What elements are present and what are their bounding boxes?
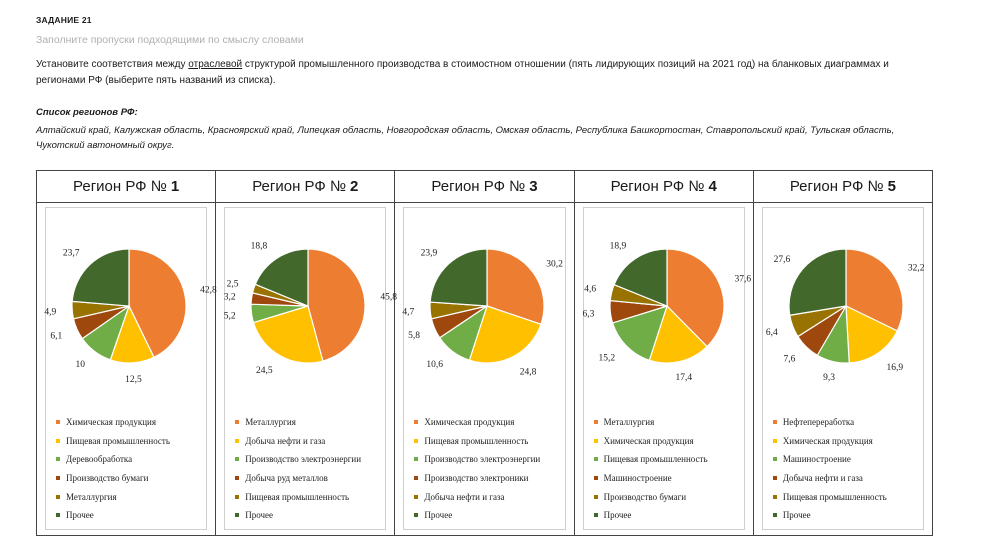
chart-title [37,171,215,203]
legend-marker [414,495,418,499]
legend-marker [773,495,777,499]
legend-marker [235,439,239,443]
legend-label: Машиностроение [782,454,851,465]
chart-title-number: 3 [529,178,538,195]
data-label: 24,5 [256,365,273,376]
data-label: 15,2 [598,353,615,364]
legend-item [594,450,708,469]
legend-label: Производство электроэнергии [424,454,541,465]
legend-label: Добыча руд металлов [245,473,328,484]
data-label: 18,8 [250,241,268,252]
legend-item [773,450,887,469]
legend-label: Пищевая промышленность [66,435,170,446]
legend-label: Химическая продукция [66,417,156,428]
legend-label: Химическая продукция [782,435,873,446]
data-label: 9,3 [822,373,835,383]
chart-title-number: 2 [350,178,359,195]
pie-slice [72,249,129,306]
legend-marker [56,420,60,424]
legend-marker [773,420,777,424]
legend-item [773,506,887,525]
legend-marker [414,420,418,424]
data-label: 32,2 [907,263,925,274]
legend-item [414,432,540,451]
legend-item [414,450,540,469]
legend-marker [773,476,777,480]
legend-label: Прочее [245,510,273,521]
legend-label: Добыча нефти и газа [424,491,505,502]
legend-label: Пищевая промышленность [603,454,708,465]
legend-item [235,487,361,506]
chart-title-prefix: Регион РФ № [73,178,167,195]
data-label: 4,6 [583,284,596,295]
legend-marker [235,420,239,424]
data-label: 6,3 [582,309,595,320]
legend-label: Добыча нефти и газа [245,435,326,446]
data-label: 17,4 [675,373,692,383]
chart-title [395,171,573,203]
task-label: ЗАДАНИЕ 21 [36,15,92,25]
legend-item [56,487,170,506]
task-instruction [36,57,936,89]
instruction-text-end: структурой промышленного производства в стоимостном отношении (пять лидирующих позиций на 2021 год) на бланковых диаграммах и регионами РФ (выберите пять названий из списка). [36,59,889,86]
legend-marker [56,495,60,499]
data-label: 23,9 [420,248,438,259]
chart-region-4 [575,171,754,535]
legend-item [56,450,170,469]
legend-item [56,469,170,488]
data-label: 10,6 [426,360,444,371]
legend-label: Металлургия [245,417,296,428]
legend-marker [594,476,598,480]
legend-marker [773,513,777,517]
legend-item [235,506,361,525]
legend-label: Пищевая промышленность [245,491,350,502]
legend-item [235,413,361,432]
data-label: 4,9 [44,307,57,318]
legend-label: Прочее [782,510,811,521]
legend-item [414,413,540,432]
legend-label: Пищевая промышленность [424,435,529,446]
chart-title-number: 1 [170,178,180,195]
charts-table [36,170,933,536]
data-label: 37,6 [734,274,751,285]
data-label: 6,4 [765,328,778,338]
chart-title [575,171,753,203]
legend-item [594,506,708,525]
legend-label: Химическая продукция [603,435,694,446]
legend-item [594,487,708,506]
chart-region-2 [216,171,398,535]
legend-item [56,413,170,432]
data-label: 3,2 [223,292,236,303]
legend-label: Добыча нефти и газа [782,473,863,484]
legend-marker [56,457,60,461]
data-label: 5,8 [408,331,421,341]
legend-item [414,469,540,488]
legend-label: Производство бумаги [66,473,149,484]
legend-item [56,506,170,525]
legend-label: Химическая продукция [424,417,515,428]
chart-title-prefix: Регион РФ № [252,178,347,195]
chart-region-1 [37,171,216,535]
chart-title [754,171,932,203]
task-subtitle: Заполните пропуски подходящими по смыслу словами [36,34,304,46]
legend-item [414,487,540,506]
data-label: 12,5 [125,374,142,385]
legend-marker [235,476,239,480]
legend-marker [235,495,239,499]
legend-marker [594,513,598,517]
legend-label: Металлургия [66,491,117,502]
chart-title [216,171,394,203]
legend-item [235,450,361,469]
legend-marker [414,439,418,443]
data-label: 45,8 [380,292,398,303]
legend-item [235,432,361,451]
data-label: 5,2 [223,311,236,322]
legend-marker [235,513,239,517]
chart-title-prefix: Регион РФ № [431,178,526,195]
pie-chart [582,208,751,398]
pie-chart [404,208,565,398]
legend-marker [594,439,598,443]
legend-label: Деревообработка [66,454,133,465]
legend-marker [773,439,777,443]
legend-marker [56,439,60,443]
legend-marker [414,476,418,480]
chart-title-prefix: Регион РФ № [789,178,884,195]
data-label: 10 [75,360,85,371]
legend-item [773,469,887,488]
legend-marker [773,457,777,461]
pie-slice [789,249,846,315]
legend-item [594,432,708,451]
chart-panel [403,207,565,530]
legend-marker [235,457,239,461]
data-label: 42,8 [200,285,217,296]
data-label: 23,7 [62,248,80,259]
data-label: 18,9 [609,241,626,252]
legend-marker [594,495,598,499]
region-list-title: Список регионов РФ: [36,107,138,118]
pie-chart [223,208,398,398]
chart-panel [762,207,924,530]
chart-region-3 [395,171,574,535]
legend-label: Производство электроэнергии [245,454,362,465]
chart-panel [223,207,398,530]
legend-item [773,432,887,451]
instruction-text-start: Установите соответствия между [36,59,189,70]
legend-label: Прочее [603,510,632,521]
chart-panel [44,207,217,530]
legend-item [56,432,170,451]
legend-marker [414,457,418,461]
legend-label: Пищевая промышленность [782,491,887,502]
legend-label: Нефтепереработка [782,417,855,428]
pie-slice [431,249,488,306]
data-label: 7,6 [783,354,796,365]
legend-item [773,413,887,432]
data-label: 4,7 [402,307,415,318]
legend-item [414,506,540,525]
chart-title-prefix: Регион РФ № [610,178,705,195]
legend [235,413,361,525]
chart-region-5 [754,171,932,535]
instruction-link[interactable]: отраслевой [188,59,243,70]
legend-item [773,487,887,506]
legend [414,413,540,525]
data-label: 6,1 [50,331,63,342]
legend-item [594,413,708,432]
data-label: 2,5 [226,279,239,290]
legend-label: Прочее [66,510,94,521]
data-label: 27,6 [773,254,791,265]
pie-chart [763,208,924,398]
data-label: 16,9 [886,362,903,373]
chart-panel [582,207,751,530]
legend-label: Машиностроение [603,473,672,484]
legend-label: Металлургия [603,417,655,428]
legend-marker [56,513,60,517]
data-label: 30,2 [546,259,564,270]
legend-marker [414,513,418,517]
legend-label: Производство бумаги [603,491,687,502]
legend-label: Прочее [424,510,453,521]
chart-title-number: 5 [887,178,896,195]
region-list: Алтайский край, Калужская область, Красноярский край, Липецкая область, Новгородская область, Омская область, Республика Башкортостан, Ставропольский край, Тульская область, Чукотский автономный округ. [36,125,895,151]
pie-chart [44,208,217,398]
legend-label: Производство электроники [424,473,529,484]
legend-marker [56,476,60,480]
legend-item [235,469,361,488]
legend-marker [594,420,598,424]
legend-item [594,469,708,488]
legend [56,413,170,525]
data-label: 24,8 [520,367,537,378]
chart-title-number: 4 [708,178,717,195]
legend-marker [594,457,598,461]
legend [773,413,887,525]
legend [594,413,708,525]
